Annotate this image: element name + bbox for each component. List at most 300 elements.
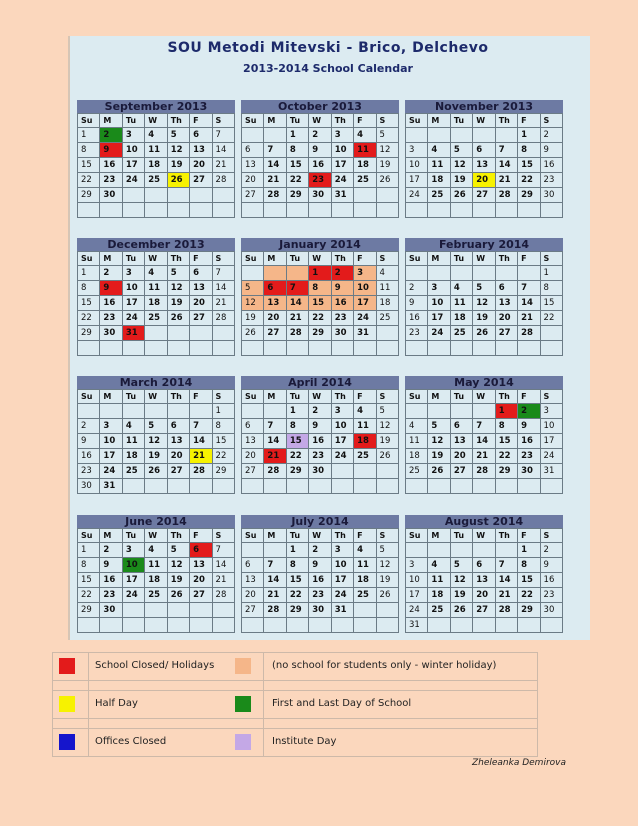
blue-swatch [59, 734, 75, 750]
day-cell: 2 [309, 128, 331, 143]
weekday-header: W [473, 114, 495, 128]
day-cell: 25 [450, 326, 472, 341]
day-cell: 5 [167, 543, 189, 558]
empty-cell [242, 479, 264, 494]
empty-cell [286, 479, 308, 494]
day-cell: 19 [376, 434, 398, 449]
empty-cell [100, 203, 122, 218]
day-cell: 10 [100, 434, 122, 449]
day-cell: 20 [190, 573, 212, 588]
legend-offices-closed: Offices Closed [95, 736, 167, 747]
day-cell: 8 [78, 281, 100, 296]
empty-cell [212, 341, 234, 356]
day-cell: 25 [354, 173, 376, 188]
empty-cell [167, 404, 189, 419]
month-august-2014 [405, 515, 563, 633]
empty-cell [331, 341, 353, 356]
empty-cell [264, 266, 286, 281]
empty-cell [242, 543, 264, 558]
empty-cell [190, 203, 212, 218]
day-cell: 22 [518, 173, 540, 188]
day-cell: 18 [122, 449, 144, 464]
empty-cell [145, 618, 167, 633]
day-cell: 3 [406, 143, 428, 158]
empty-cell [286, 618, 308, 633]
month-title: December 2013 [77, 238, 235, 251]
day-cell: 25 [145, 588, 167, 603]
day-cell: 21 [495, 173, 517, 188]
empty-cell [78, 203, 100, 218]
empty-cell [100, 404, 122, 419]
weekday-header: Tu [286, 114, 308, 128]
empty-cell [264, 618, 286, 633]
empty-cell [495, 543, 517, 558]
day-cell: 2 [309, 543, 331, 558]
empty-cell [122, 479, 144, 494]
day-cell: 4 [354, 404, 376, 419]
empty-cell [540, 203, 562, 218]
empty-cell [122, 603, 144, 618]
day-cell: 8 [78, 558, 100, 573]
day-cell: 27 [190, 173, 212, 188]
day-cell: 28 [518, 326, 540, 341]
day-cell: 22 [286, 173, 308, 188]
day-cell: 11 [354, 558, 376, 573]
weekday-header: Su [242, 252, 264, 266]
day-cell: 19 [167, 158, 189, 173]
empty-cell [264, 128, 286, 143]
empty-cell [190, 188, 212, 203]
day-cell: 1 [286, 404, 308, 419]
empty-cell [540, 326, 562, 341]
legend-row-2 [52, 690, 538, 718]
day-cell: 6 [190, 266, 212, 281]
day-cell: 5 [242, 281, 264, 296]
legend-row-3 [52, 728, 538, 757]
day-cell: 18 [145, 296, 167, 311]
empty-cell [428, 203, 450, 218]
month-november-2013 [405, 100, 563, 218]
weekday-header: S [212, 252, 234, 266]
day-cell: 28 [264, 188, 286, 203]
empty-cell [428, 404, 450, 419]
day-cell: 12 [473, 296, 495, 311]
day-cell: 28 [495, 188, 517, 203]
day-cell: 20 [242, 173, 264, 188]
empty-cell [495, 618, 517, 633]
empty-cell [212, 203, 234, 218]
day-cell: 3 [100, 419, 122, 434]
day-cell: 6 [242, 143, 264, 158]
empty-cell [376, 603, 398, 618]
empty-cell [354, 618, 376, 633]
empty-cell [428, 543, 450, 558]
day-cell: 26 [376, 588, 398, 603]
weekday-header: S [376, 252, 398, 266]
month-title: August 2014 [405, 515, 563, 528]
day-cell: 20 [495, 311, 517, 326]
empty-cell [167, 203, 189, 218]
day-cell: 15 [286, 434, 308, 449]
day-cell: 19 [242, 311, 264, 326]
day-cell: 7 [495, 558, 517, 573]
day-cell: 7 [518, 281, 540, 296]
empty-cell [406, 404, 428, 419]
day-cell: 5 [167, 266, 189, 281]
peach-swatch [235, 658, 251, 674]
day-cell: 1 [78, 266, 100, 281]
day-cell: 11 [354, 143, 376, 158]
empty-cell [331, 464, 353, 479]
day-cell: 5 [428, 419, 450, 434]
weekday-header: Tu [122, 529, 144, 543]
weekday-header: Su [78, 114, 100, 128]
month-june-2014 [77, 515, 235, 633]
empty-cell [406, 479, 428, 494]
weekday-header: S [376, 390, 398, 404]
day-cell: 23 [78, 464, 100, 479]
weekday-header: F [354, 114, 376, 128]
day-cell: 8 [518, 558, 540, 573]
empty-cell [406, 203, 428, 218]
day-cell: 21 [190, 449, 212, 464]
day-cell: 26 [167, 173, 189, 188]
day-cell: 12 [376, 558, 398, 573]
weekday-header: F [518, 114, 540, 128]
page-title: SOU Metodi Mitevski - Brico, Delchevo [167, 40, 489, 56]
day-cell: 7 [212, 543, 234, 558]
day-cell: 30 [100, 603, 122, 618]
day-cell: 2 [309, 404, 331, 419]
day-cell: 29 [286, 464, 308, 479]
day-cell: 23 [100, 173, 122, 188]
empty-cell [242, 341, 264, 356]
day-cell: 7 [212, 266, 234, 281]
day-cell: 5 [473, 281, 495, 296]
day-cell: 4 [145, 543, 167, 558]
day-cell: 30 [100, 326, 122, 341]
day-cell: 13 [473, 573, 495, 588]
empty-cell [309, 341, 331, 356]
empty-cell [145, 326, 167, 341]
empty-cell [428, 479, 450, 494]
empty-cell [376, 464, 398, 479]
day-cell: 9 [100, 281, 122, 296]
day-cell: 22 [286, 588, 308, 603]
empty-cell [122, 618, 144, 633]
day-cell: 10 [122, 558, 144, 573]
day-cell: 20 [450, 449, 472, 464]
day-cell: 3 [122, 266, 144, 281]
day-cell: 8 [495, 419, 517, 434]
empty-cell [428, 266, 450, 281]
day-cell: 27 [242, 188, 264, 203]
empty-cell [450, 266, 472, 281]
day-cell: 17 [406, 173, 428, 188]
day-cell: 9 [540, 143, 562, 158]
day-cell: 7 [264, 558, 286, 573]
day-cell: 15 [212, 434, 234, 449]
weekday-header: W [145, 390, 167, 404]
empty-cell [167, 479, 189, 494]
day-cell: 27 [473, 188, 495, 203]
weekday-header: W [145, 529, 167, 543]
day-cell: 27 [190, 311, 212, 326]
month-march-2014 [77, 376, 235, 494]
day-cell: 31 [100, 479, 122, 494]
weekday-header: M [100, 114, 122, 128]
day-cell: 17 [406, 588, 428, 603]
day-cell: 7 [264, 143, 286, 158]
day-cell: 3 [122, 543, 144, 558]
day-cell: 12 [428, 434, 450, 449]
day-cell: 25 [376, 311, 398, 326]
empty-cell [540, 341, 562, 356]
weekday-header: M [428, 390, 450, 404]
day-cell: 9 [406, 296, 428, 311]
day-cell: 7 [286, 281, 308, 296]
day-cell: 8 [518, 143, 540, 158]
day-cell: 20 [167, 449, 189, 464]
day-cell: 4 [354, 543, 376, 558]
weekday-header: Th [495, 390, 517, 404]
day-cell: 10 [122, 143, 144, 158]
empty-cell [286, 266, 308, 281]
month-title: March 2014 [77, 376, 235, 389]
day-cell: 20 [264, 311, 286, 326]
empty-cell [145, 404, 167, 419]
empty-cell [450, 128, 472, 143]
day-cell: 23 [309, 588, 331, 603]
day-cell: 13 [264, 296, 286, 311]
day-cell: 14 [212, 558, 234, 573]
weekday-header: Th [331, 529, 353, 543]
empty-cell [145, 341, 167, 356]
weekday-header: Su [242, 390, 264, 404]
day-cell: 11 [145, 281, 167, 296]
weekday-header: Tu [122, 390, 144, 404]
day-cell: 29 [309, 326, 331, 341]
day-cell: 15 [78, 296, 100, 311]
empty-cell [331, 479, 353, 494]
weekday-header: Th [495, 114, 517, 128]
day-cell: 16 [309, 434, 331, 449]
day-cell: 9 [78, 434, 100, 449]
day-cell: 23 [540, 173, 562, 188]
empty-cell [242, 128, 264, 143]
day-cell: 10 [406, 158, 428, 173]
month-october-2013 [241, 100, 399, 218]
day-cell: 12 [167, 281, 189, 296]
day-cell: 13 [190, 281, 212, 296]
day-cell: 29 [78, 326, 100, 341]
weekday-header: Su [406, 529, 428, 543]
empty-cell [78, 341, 100, 356]
day-cell: 1 [78, 543, 100, 558]
day-cell: 30 [518, 464, 540, 479]
weekday-header: S [212, 390, 234, 404]
weekday-header: Su [78, 252, 100, 266]
empty-cell [518, 341, 540, 356]
day-cell: 2 [518, 404, 540, 419]
weekday-header: Th [331, 252, 353, 266]
weekday-header: F [354, 390, 376, 404]
empty-cell [450, 618, 472, 633]
weekday-header: Th [331, 114, 353, 128]
month-title: February 2014 [405, 238, 563, 251]
day-cell: 4 [428, 143, 450, 158]
day-cell: 31 [122, 326, 144, 341]
day-cell: 31 [331, 188, 353, 203]
empty-cell [242, 203, 264, 218]
day-cell: 19 [376, 158, 398, 173]
weekday-header: Tu [286, 390, 308, 404]
empty-cell [376, 341, 398, 356]
day-cell: 3 [331, 128, 353, 143]
day-cell: 10 [540, 419, 562, 434]
weekday-header: W [473, 252, 495, 266]
empty-cell [473, 203, 495, 218]
day-cell: 23 [518, 449, 540, 464]
day-cell: 9 [518, 419, 540, 434]
empty-cell [242, 404, 264, 419]
weekday-header: Su [242, 114, 264, 128]
day-cell: 3 [540, 404, 562, 419]
day-cell: 8 [309, 281, 331, 296]
day-cell: 12 [376, 419, 398, 434]
weekday-header: S [212, 529, 234, 543]
empty-cell [540, 479, 562, 494]
empty-cell [473, 543, 495, 558]
weekday-header: Tu [450, 529, 472, 543]
day-cell: 24 [428, 326, 450, 341]
weekday-header: Th [495, 252, 517, 266]
day-cell: 21 [518, 311, 540, 326]
day-cell: 14 [495, 573, 517, 588]
day-cell: 11 [145, 143, 167, 158]
day-cell: 27 [473, 603, 495, 618]
day-cell: 25 [354, 449, 376, 464]
day-cell: 6 [473, 558, 495, 573]
day-cell: 10 [331, 143, 353, 158]
day-cell: 19 [473, 311, 495, 326]
day-cell: 4 [354, 128, 376, 143]
empty-cell [376, 203, 398, 218]
day-cell: 27 [264, 326, 286, 341]
day-cell: 6 [167, 419, 189, 434]
day-cell: 18 [354, 434, 376, 449]
day-cell: 23 [309, 173, 331, 188]
day-cell: 22 [540, 311, 562, 326]
day-cell: 21 [264, 449, 286, 464]
empty-cell [212, 188, 234, 203]
day-cell: 16 [100, 158, 122, 173]
day-cell: 23 [309, 449, 331, 464]
weekday-header: Tu [122, 114, 144, 128]
empty-cell [190, 326, 212, 341]
day-cell: 1 [286, 128, 308, 143]
day-cell: 13 [242, 434, 264, 449]
empty-cell [376, 479, 398, 494]
day-cell: 11 [122, 434, 144, 449]
empty-cell [242, 266, 264, 281]
day-cell: 29 [495, 464, 517, 479]
day-cell: 17 [540, 434, 562, 449]
day-cell: 21 [473, 449, 495, 464]
green-swatch [235, 696, 251, 712]
day-cell: 18 [428, 173, 450, 188]
day-cell: 2 [406, 281, 428, 296]
day-cell: 30 [309, 464, 331, 479]
empty-cell [406, 128, 428, 143]
empty-cell [406, 543, 428, 558]
day-cell: 23 [100, 311, 122, 326]
weekday-header: F [354, 252, 376, 266]
day-cell: 11 [145, 558, 167, 573]
empty-cell [309, 618, 331, 633]
day-cell: 14 [264, 573, 286, 588]
day-cell: 18 [354, 573, 376, 588]
day-cell: 30 [100, 188, 122, 203]
legend [52, 652, 538, 757]
empty-cell [473, 128, 495, 143]
weekday-header: W [309, 114, 331, 128]
empty-cell [354, 464, 376, 479]
weekday-header: M [264, 252, 286, 266]
empty-cell [473, 404, 495, 419]
day-cell: 1 [212, 404, 234, 419]
day-cell: 28 [212, 311, 234, 326]
day-cell: 9 [309, 143, 331, 158]
weekday-header: Su [406, 114, 428, 128]
month-title: October 2013 [241, 100, 399, 113]
weekday-header: S [540, 114, 562, 128]
day-cell: 20 [242, 588, 264, 603]
weekday-header: Su [406, 252, 428, 266]
day-cell: 17 [428, 311, 450, 326]
day-cell: 11 [450, 296, 472, 311]
weekday-header: W [309, 529, 331, 543]
empty-cell [264, 543, 286, 558]
day-cell: 6 [264, 281, 286, 296]
weekday-header: M [100, 529, 122, 543]
day-cell: 23 [100, 588, 122, 603]
day-cell: 30 [540, 603, 562, 618]
empty-cell [406, 341, 428, 356]
empty-cell [428, 341, 450, 356]
day-cell: 8 [286, 558, 308, 573]
day-cell: 29 [286, 188, 308, 203]
day-cell: 18 [428, 588, 450, 603]
day-cell: 16 [518, 434, 540, 449]
day-cell: 4 [145, 128, 167, 143]
day-cell: 28 [264, 603, 286, 618]
empty-cell [450, 203, 472, 218]
day-cell: 18 [376, 296, 398, 311]
day-cell: 15 [495, 434, 517, 449]
legend-winter-holiday: (no school for students only - winter holiday) [272, 660, 497, 671]
day-cell: 25 [145, 311, 167, 326]
day-cell: 30 [540, 188, 562, 203]
day-cell: 1 [495, 404, 517, 419]
day-cell: 3 [122, 128, 144, 143]
day-cell: 6 [190, 128, 212, 143]
day-cell: 11 [406, 434, 428, 449]
day-cell: 12 [450, 158, 472, 173]
day-cell: 19 [376, 573, 398, 588]
day-cell: 3 [406, 558, 428, 573]
month-title: April 2014 [241, 376, 399, 389]
